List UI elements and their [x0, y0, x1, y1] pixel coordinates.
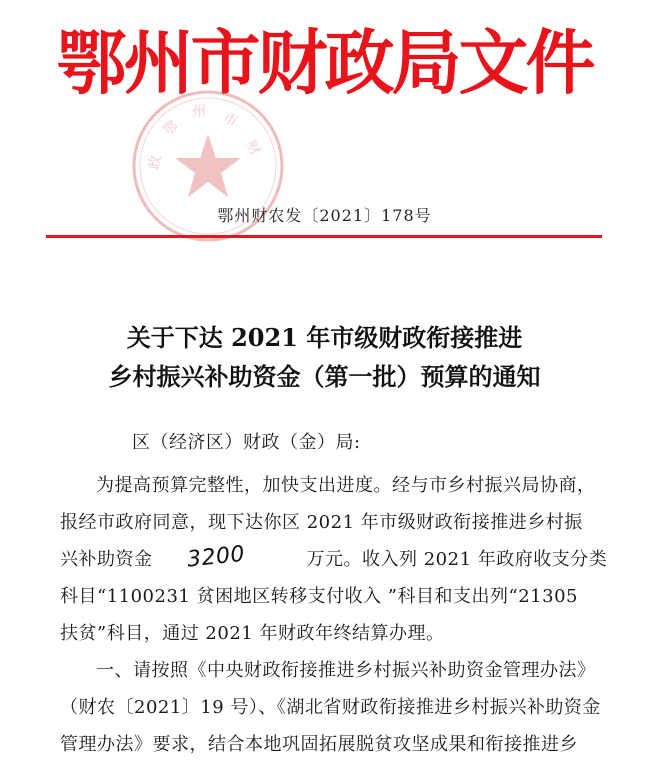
document-title-line-1: 关于下达 2021 年市级财政衔接推进 [126, 323, 523, 352]
paragraph-1-line-1: 为提高预算完整性，加快支出进度。经与市乡村振兴局协商， [96, 475, 596, 496]
paragraph-1-line-3-start: 兴补助资金 [60, 549, 153, 570]
salutation: 区（经济区）财政（金）局: [132, 432, 361, 453]
masthead-title: 鄂州市财政局文件 [56, 21, 593, 104]
red-divider [46, 235, 602, 238]
svg-text:州: 州 [192, 104, 206, 120]
paragraph-2-line-3: 管理办法》要求，结合本地巩固拓展脱贫攻坚成果和衔接推进乡 [60, 734, 578, 755]
paragraph-2-line-1: 一、请按照《中央财政衔接推进乡村振兴补助资金管理办法》 [96, 660, 596, 681]
paragraph-2-line-2: （财农〔2021〕19 号）、《湖北省财政衔接推进乡村振兴补助资金 [60, 697, 601, 718]
handwritten-amount: 3200 [185, 541, 246, 573]
svg-text:财: 财 [242, 138, 264, 159]
document-number: 鄂州财农发〔2021〕178号 [217, 206, 432, 225]
paragraph-1-line-3-end: 万元。收入列 2021 年政府收支分类 [306, 549, 608, 570]
document-title-line-2: 乡村振兴补助资金（第一批）预算的通知 [108, 362, 541, 391]
paragraph-1-line-2: 报经市政府同意，现下达你区 2021 年市级财政衔接推进乡村振 [60, 512, 583, 533]
svg-text:政: 政 [146, 154, 165, 171]
paragraph-1-line-4: 科目“1100231 贫困地区转移支付收入 ”科目和支出列“21305 [60, 586, 578, 607]
paragraph-1-line-3 [60, 541, 608, 573]
svg-text:市: 市 [220, 109, 241, 131]
paragraph-1-line-5: 扶贫”科目，通过 2021 年财政年终结算办理。 [60, 623, 445, 644]
svg-text:鄂: 鄂 [160, 117, 182, 140]
